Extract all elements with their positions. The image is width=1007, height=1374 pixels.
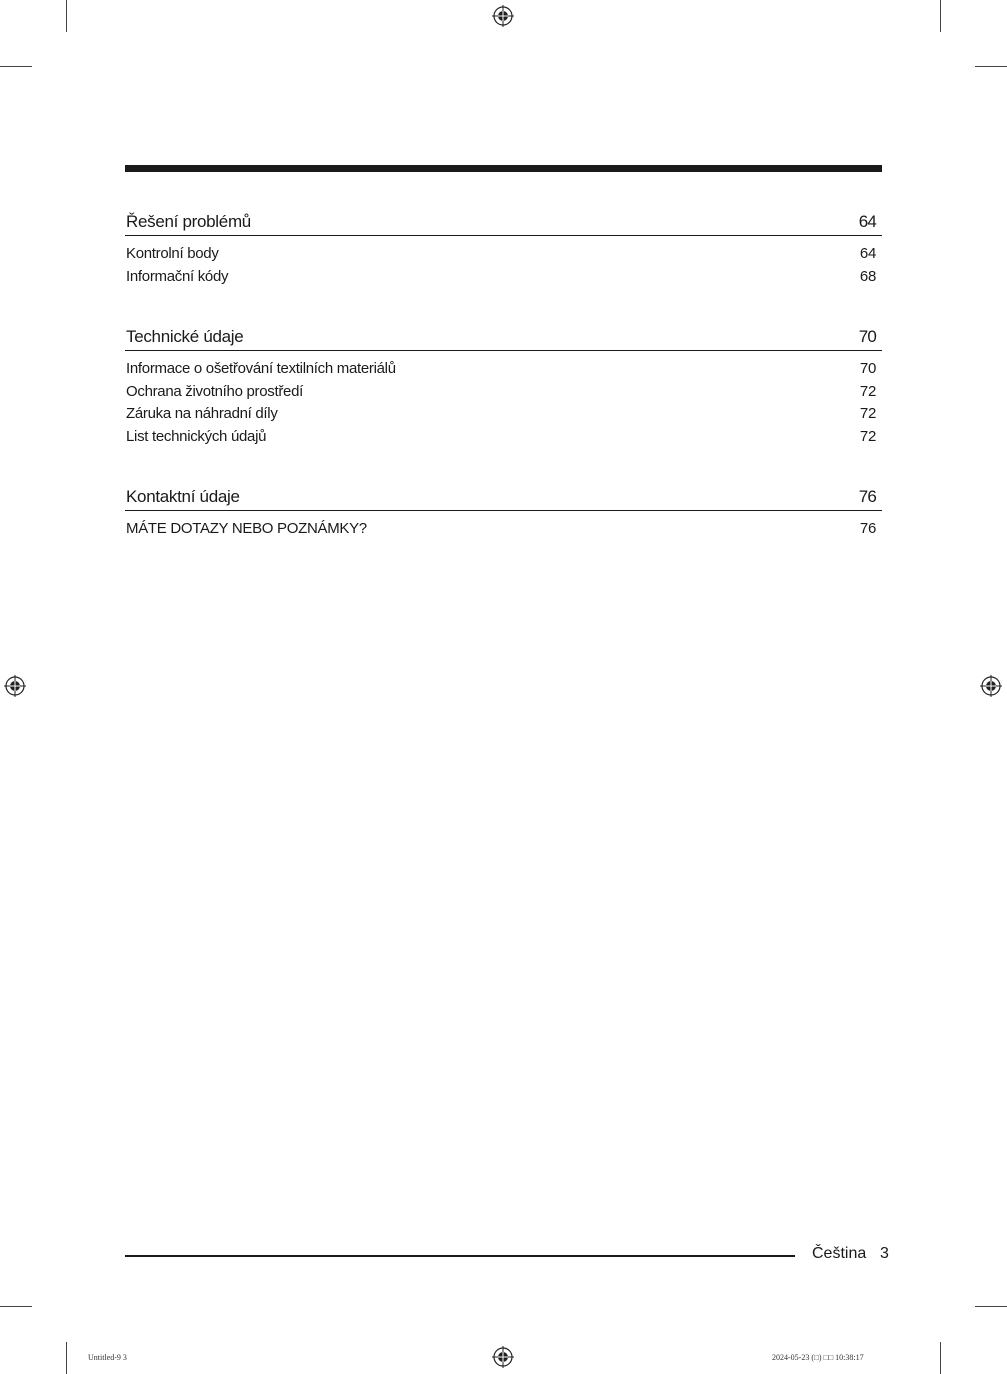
crop-mark <box>975 66 1007 67</box>
crop-mark <box>0 1306 32 1307</box>
registration-mark-icon <box>4 675 26 697</box>
toc-entry <box>125 383 882 406</box>
footer-language: Čeština <box>812 1245 867 1262</box>
toc-section-page: 64 <box>858 212 876 231</box>
crop-mark <box>66 0 67 32</box>
crop-mark <box>940 0 941 32</box>
toc-entry-page: 72 <box>859 428 876 446</box>
toc-entry-page: 76 <box>859 520 876 537</box>
toc-entry <box>125 360 882 383</box>
toc-entry <box>125 520 882 543</box>
toc-entry <box>125 405 882 428</box>
toc-entry <box>125 268 882 291</box>
toc-section-header <box>125 209 882 236</box>
crop-mark <box>940 1342 941 1374</box>
toc-entry-label: Informace o ošetřování textilních materiálů <box>126 360 396 377</box>
toc-entry-page: 70 <box>859 360 876 377</box>
toc-section-page: 70 <box>858 327 876 346</box>
print-slug-file: Untitled-9 3 <box>88 1353 127 1362</box>
toc-entry-label: Záruka na náhradní díly <box>126 405 278 423</box>
toc-entry-label: MÁTE DOTAZY NEBO POZNÁMKY? <box>126 520 367 537</box>
toc-section-title: Kontaktní údaje <box>126 487 240 506</box>
toc-entry-label: Kontrolní body <box>126 245 219 262</box>
footer-rule <box>125 1255 795 1257</box>
toc-section-page: 76 <box>858 487 876 506</box>
toc-entry-page: 72 <box>859 382 876 400</box>
toc-entry-label: Informační kódy <box>126 267 229 285</box>
toc-section-title: Technické údaje <box>126 327 244 346</box>
toc-entry-label: Ochrana životního prostředí <box>126 382 303 400</box>
toc-entry <box>125 428 882 451</box>
crop-mark <box>66 1342 67 1374</box>
crop-mark <box>975 1306 1007 1307</box>
registration-mark-icon <box>492 5 514 27</box>
toc-section-header <box>125 324 882 351</box>
print-slug-timestamp: 2024-05-23 (□) □□ 10:38:17 <box>772 1353 864 1362</box>
toc-section-title: Řešení problémů <box>126 212 251 231</box>
header-rule <box>125 165 882 172</box>
registration-mark-icon <box>980 675 1002 697</box>
toc-section <box>125 209 882 290</box>
toc-section <box>125 484 882 543</box>
toc-section-header <box>125 484 882 511</box>
toc-section <box>125 324 882 451</box>
toc-entry <box>125 245 882 268</box>
toc-entry-page: 64 <box>859 245 876 262</box>
toc-entry-label: List technických údajů <box>126 428 267 446</box>
toc-entry-page: 68 <box>859 267 876 285</box>
toc-entry-page: 72 <box>859 405 876 423</box>
registration-mark-icon <box>492 1346 514 1368</box>
crop-mark <box>0 66 32 67</box>
footer-page-number: 3 <box>880 1245 889 1262</box>
